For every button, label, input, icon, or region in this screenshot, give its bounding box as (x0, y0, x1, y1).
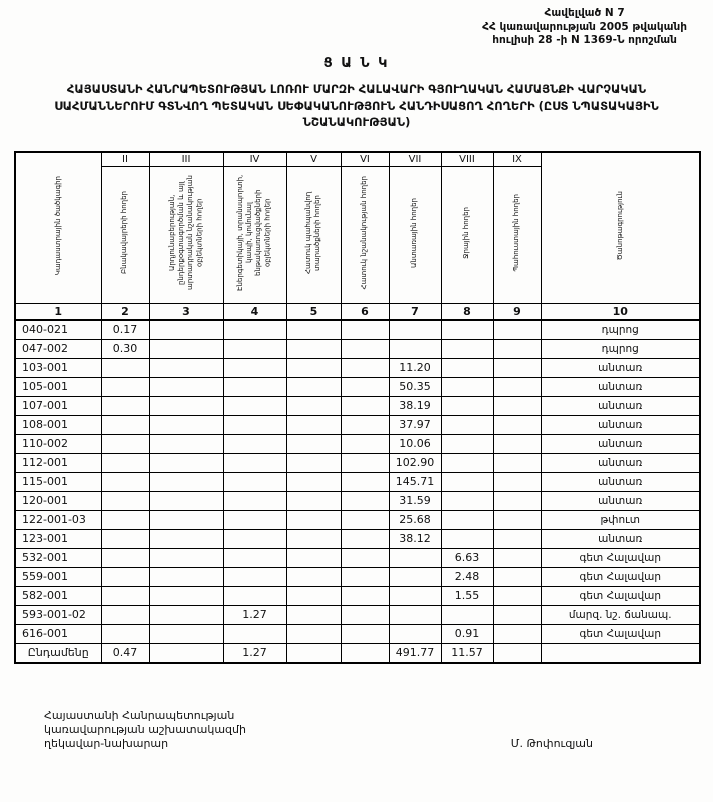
cell-value: 11.20 (389, 358, 441, 377)
cell-value (223, 510, 286, 529)
cell-value (286, 605, 341, 624)
cell-code: 105-001 (15, 377, 101, 396)
roman-numeral-5: V (286, 152, 341, 167)
cell-value (223, 377, 286, 396)
appendix-header (482, 7, 687, 48)
cell-value (149, 472, 223, 491)
cell-value (149, 605, 223, 624)
cell-value (149, 320, 223, 340)
cell-value (341, 510, 389, 529)
column-header-1 (15, 152, 101, 304)
cell-value: 0.47 (101, 643, 149, 663)
cell-value (441, 510, 493, 529)
cell-value (149, 510, 223, 529)
cell-code: 616-001 (15, 624, 101, 643)
table-row (15, 453, 700, 472)
column-header-4 (223, 166, 286, 303)
cell-value (493, 643, 541, 663)
column-number-2: 2 (101, 303, 149, 320)
roman-numeral-4: IV (223, 152, 286, 167)
cell-value: 0.17 (101, 320, 149, 340)
cell-value (441, 491, 493, 510)
cell-code: 122-001-03 (15, 510, 101, 529)
cell-value (286, 643, 341, 663)
cell-value (286, 586, 341, 605)
cell-value (223, 453, 286, 472)
table-row (15, 605, 700, 624)
roman-numeral-8: VIII (441, 152, 493, 167)
cell-value (441, 605, 493, 624)
table-row (15, 377, 700, 396)
cell-note: անտառ (541, 358, 700, 377)
cell-value (223, 320, 286, 340)
cell-value (149, 548, 223, 567)
cell-value (149, 567, 223, 586)
cell-note: գետ Հալավար (541, 586, 700, 605)
column-header-9 (493, 166, 541, 303)
cell-value (286, 453, 341, 472)
land-parcels-table (14, 151, 701, 664)
cell-value (223, 548, 286, 567)
cell-value (223, 472, 286, 491)
cell-value (493, 529, 541, 548)
cell-value (101, 605, 149, 624)
cell-value (223, 415, 286, 434)
cell-value (341, 396, 389, 415)
cell-value (493, 434, 541, 453)
cell-value: 38.12 (389, 529, 441, 548)
cell-value (441, 415, 493, 434)
cell-note (541, 643, 700, 663)
column-number-6: 6 (341, 303, 389, 320)
cell-value (389, 339, 441, 358)
table-row (15, 567, 700, 586)
cell-value (341, 567, 389, 586)
cell-value (341, 624, 389, 643)
cell-value: 50.35 (389, 377, 441, 396)
cell-code: 559-001 (15, 567, 101, 586)
column-header-text: Էներգետիկայի, տրանսպորտի, կապի, կոմունալ ենթակառուցվածքների օբյեկտների հողեր (236, 174, 272, 292)
column-header-7 (389, 166, 441, 303)
cell-value (493, 320, 541, 340)
cell-value (493, 453, 541, 472)
cell-value (149, 396, 223, 415)
cell-value (223, 396, 286, 415)
cell-value (101, 434, 149, 453)
cell-value (441, 377, 493, 396)
column-header-6 (341, 166, 389, 303)
roman-numeral-6: VI (341, 152, 389, 167)
cell-value (441, 434, 493, 453)
cell-value (286, 434, 341, 453)
column-number-5: 5 (286, 303, 341, 320)
cell-value (341, 605, 389, 624)
cell-value (286, 320, 341, 340)
cell-code: 115-001 (15, 472, 101, 491)
table-row (15, 358, 700, 377)
table-row (15, 472, 700, 491)
column-header-text: Անտառային հողեր (410, 197, 419, 268)
table-head (15, 152, 700, 320)
cell-value (389, 567, 441, 586)
cell-value (341, 415, 389, 434)
table-row (15, 586, 700, 605)
column-header-text: Պահուստային հողեր (512, 194, 521, 272)
cell-value: 38.19 (389, 396, 441, 415)
cell-value (223, 339, 286, 358)
cell-value (149, 643, 223, 663)
cell-value (341, 529, 389, 548)
signatory-title-block (44, 709, 246, 750)
cell-value (149, 339, 223, 358)
cell-value (341, 377, 389, 396)
cell-value (101, 491, 149, 510)
page-title: Ց Ա Ն Կ (323, 55, 390, 71)
cell-value (223, 529, 286, 548)
column-header-3 (149, 166, 223, 303)
cell-value: 1.55 (441, 586, 493, 605)
cell-value (341, 586, 389, 605)
roman-numeral-2: II (101, 152, 149, 167)
cell-note: անտառ (541, 491, 700, 510)
cell-code: 123-001 (15, 529, 101, 548)
column-header-10 (541, 152, 700, 304)
cell-value (341, 643, 389, 663)
cell-value (149, 491, 223, 510)
cell-value (341, 339, 389, 358)
column-header-text: Ծանոթագրություն (615, 191, 624, 261)
cell-value (493, 415, 541, 434)
cell-value (286, 415, 341, 434)
appendix-line-3: հուլիսի 28 -ի N 1369-Ն որոշման (492, 34, 677, 47)
cell-value (389, 586, 441, 605)
cell-value (389, 548, 441, 567)
column-header-2 (101, 166, 149, 303)
cell-code: 040-021 (15, 320, 101, 340)
cell-value (441, 453, 493, 472)
column-number-10: 10 (541, 303, 700, 320)
cell-code: 120-001 (15, 491, 101, 510)
cell-value (286, 472, 341, 491)
cell-value (341, 472, 389, 491)
cell-value (149, 529, 223, 548)
cell-value (101, 586, 149, 605)
cell-value (341, 434, 389, 453)
column-number-3: 3 (149, 303, 223, 320)
column-number-4: 4 (223, 303, 286, 320)
cell-note: գետ Հալավար (541, 548, 700, 567)
roman-numeral-3: III (149, 152, 223, 167)
column-number-8: 8 (441, 303, 493, 320)
cell-value (389, 320, 441, 340)
cell-value (223, 491, 286, 510)
cell-value (441, 339, 493, 358)
cell-value: 25.68 (389, 510, 441, 529)
cell-code: 107-001 (15, 396, 101, 415)
column-header-text: Հատուկ նշանակության հողեր (360, 176, 369, 290)
cell-value: 11.57 (441, 643, 493, 663)
cell-value (389, 605, 441, 624)
cell-value (286, 510, 341, 529)
cell-value (149, 586, 223, 605)
appendix-line-1: Հավելված N 7 (544, 7, 625, 19)
cell-value (493, 472, 541, 491)
cell-value (493, 510, 541, 529)
cell-value (286, 548, 341, 567)
total-row (15, 643, 700, 663)
cell-note: գետ Հալավար (541, 624, 700, 643)
table-row (15, 491, 700, 510)
page-subtitle: ՀԱՅԱՍՏԱՆԻ ՀԱՆՐԱՊԵՏՈՒԹՅԱՆ ԼՈՌՈՒ ՄԱՐԶԻ ՀԱԼԱՎԱՐԻ ԳՅՈՒՂԱԿԱՆ ՀԱՄԱՅՆՔԻ ՎԱՐՉԱԿԱՆ ՍԱՀՄԱՆՆԵՐՈՒՄ ԳՏՆՎՈՂ ՊԵՏԱԿԱՆ ՍԵՓԱԿԱՆՈՒԹՅՈՒՆ ՀԱՆԴԻՍԱՑՈՂ ՀՈՂԵՐԻ (ԸՍՏ ՆՊԱՏԱԿԱՅԻՆ ՆՇԱՆԱԿՈՒԹՅԱՆ) (54, 81, 659, 130)
cell-value (493, 605, 541, 624)
cell-code: 108-001 (15, 415, 101, 434)
cell-value: 0.91 (441, 624, 493, 643)
footer-line-1: Հայաստանի Հանրապետության (44, 709, 235, 722)
cell-value (149, 434, 223, 453)
cell-code: 103-001 (15, 358, 101, 377)
cell-value (389, 624, 441, 643)
cell-note: գետ Հալավար (541, 567, 700, 586)
cell-value (101, 358, 149, 377)
cell-value (149, 453, 223, 472)
cell-value (441, 396, 493, 415)
cell-value (101, 529, 149, 548)
cell-value: 0.30 (101, 339, 149, 358)
cell-value (493, 548, 541, 567)
cell-note: դպրոց (541, 320, 700, 340)
cell-value (341, 491, 389, 510)
column-header-8 (441, 166, 493, 303)
cell-value (441, 358, 493, 377)
column-header-text: Բնակավայրերի հողեր (120, 191, 129, 275)
cell-value (286, 358, 341, 377)
cell-value (101, 567, 149, 586)
roman-numeral-7: VII (389, 152, 441, 167)
cell-value (493, 624, 541, 643)
table-row (15, 415, 700, 434)
cell-note: անտառ (541, 453, 700, 472)
cell-value (223, 624, 286, 643)
cell-value (341, 453, 389, 472)
cell-code: 110-002 (15, 434, 101, 453)
table-row (15, 529, 700, 548)
table-row (15, 548, 700, 567)
cell-note: անտառ (541, 377, 700, 396)
column-header-text: Արդյունաբերության, ընդերքօգտագործման և այլ արտադրական նշանակության օբյեկտների հողեր (167, 175, 204, 291)
cell-code: 532-001 (15, 548, 101, 567)
column-header-text: Հատուկ պահպանվող տարածքների հողեր (304, 191, 322, 275)
cell-value (101, 510, 149, 529)
cell-value (441, 529, 493, 548)
cell-value (493, 586, 541, 605)
cell-value (101, 548, 149, 567)
cell-value (223, 586, 286, 605)
cell-value (223, 358, 286, 377)
signatory-name: Մ. Թոփուզյան (510, 737, 593, 751)
footer-line-2: կառավարության աշխատակազմի (44, 722, 246, 736)
cell-value (286, 339, 341, 358)
table-row (15, 624, 700, 643)
cell-value (493, 339, 541, 358)
cell-value (341, 358, 389, 377)
cell-code: Ընդամենը (15, 643, 101, 663)
cell-value (101, 377, 149, 396)
table-row (15, 339, 700, 358)
cell-note: դպրոց (541, 339, 700, 358)
cell-value (286, 624, 341, 643)
cell-value (341, 548, 389, 567)
cell-value (101, 624, 149, 643)
cell-value (223, 567, 286, 586)
cell-value (149, 415, 223, 434)
cell-value (441, 320, 493, 340)
cell-value: 1.27 (223, 605, 286, 624)
cell-value: 102.90 (389, 453, 441, 472)
cell-note: մարզ. նշ. ճանապ. (541, 605, 700, 624)
cell-note: անտառ (541, 472, 700, 491)
cell-value (493, 567, 541, 586)
cell-value: 10.06 (389, 434, 441, 453)
cell-value (149, 377, 223, 396)
column-number-row (15, 303, 700, 320)
cell-value (286, 529, 341, 548)
footer (0, 709, 713, 750)
column-number-1: 1 (15, 303, 101, 320)
table-row (15, 320, 700, 340)
cell-value (493, 491, 541, 510)
cell-code: 593-001-02 (15, 605, 101, 624)
cell-value (149, 358, 223, 377)
cell-value: 37.97 (389, 415, 441, 434)
cell-value: 31.59 (389, 491, 441, 510)
column-header-text: Կադաստրային ծածկագիր (53, 176, 62, 276)
cell-value: 491.77 (389, 643, 441, 663)
cell-value (493, 396, 541, 415)
cell-value (223, 434, 286, 453)
cell-note: անտառ (541, 415, 700, 434)
cell-note: անտառ (541, 529, 700, 548)
cell-value (341, 320, 389, 340)
cell-value: 145.71 (389, 472, 441, 491)
cell-code: 582-001 (15, 586, 101, 605)
cell-value (493, 377, 541, 396)
cell-value (286, 396, 341, 415)
column-header-text: Ջրային հողեր (462, 207, 471, 259)
cell-value (286, 491, 341, 510)
cell-code: 047-002 (15, 339, 101, 358)
table-row (15, 434, 700, 453)
cell-value: 6.63 (441, 548, 493, 567)
cell-value (101, 453, 149, 472)
column-number-7: 7 (389, 303, 441, 320)
table-row (15, 510, 700, 529)
table-body (15, 320, 700, 663)
cell-value (493, 358, 541, 377)
cell-note: թփուտ (541, 510, 700, 529)
cell-value (286, 567, 341, 586)
cell-note: անտառ (541, 434, 700, 453)
column-number-9: 9 (493, 303, 541, 320)
table-row (15, 396, 700, 415)
cell-value (441, 472, 493, 491)
cell-value (286, 377, 341, 396)
cell-value: 1.27 (223, 643, 286, 663)
appendix-line-2: ՀՀ կառավարության 2005 թվականի (482, 20, 687, 33)
cell-value (101, 472, 149, 491)
footer-line-3: ղեկավար-նախարար (44, 736, 169, 750)
cell-value: 2.48 (441, 567, 493, 586)
cell-value (149, 624, 223, 643)
cell-value (101, 396, 149, 415)
cell-value (101, 415, 149, 434)
cell-note: անտառ (541, 396, 700, 415)
cell-code: 112-001 (15, 453, 101, 472)
column-header-5 (286, 166, 341, 303)
roman-numeral-9: IX (493, 152, 541, 167)
